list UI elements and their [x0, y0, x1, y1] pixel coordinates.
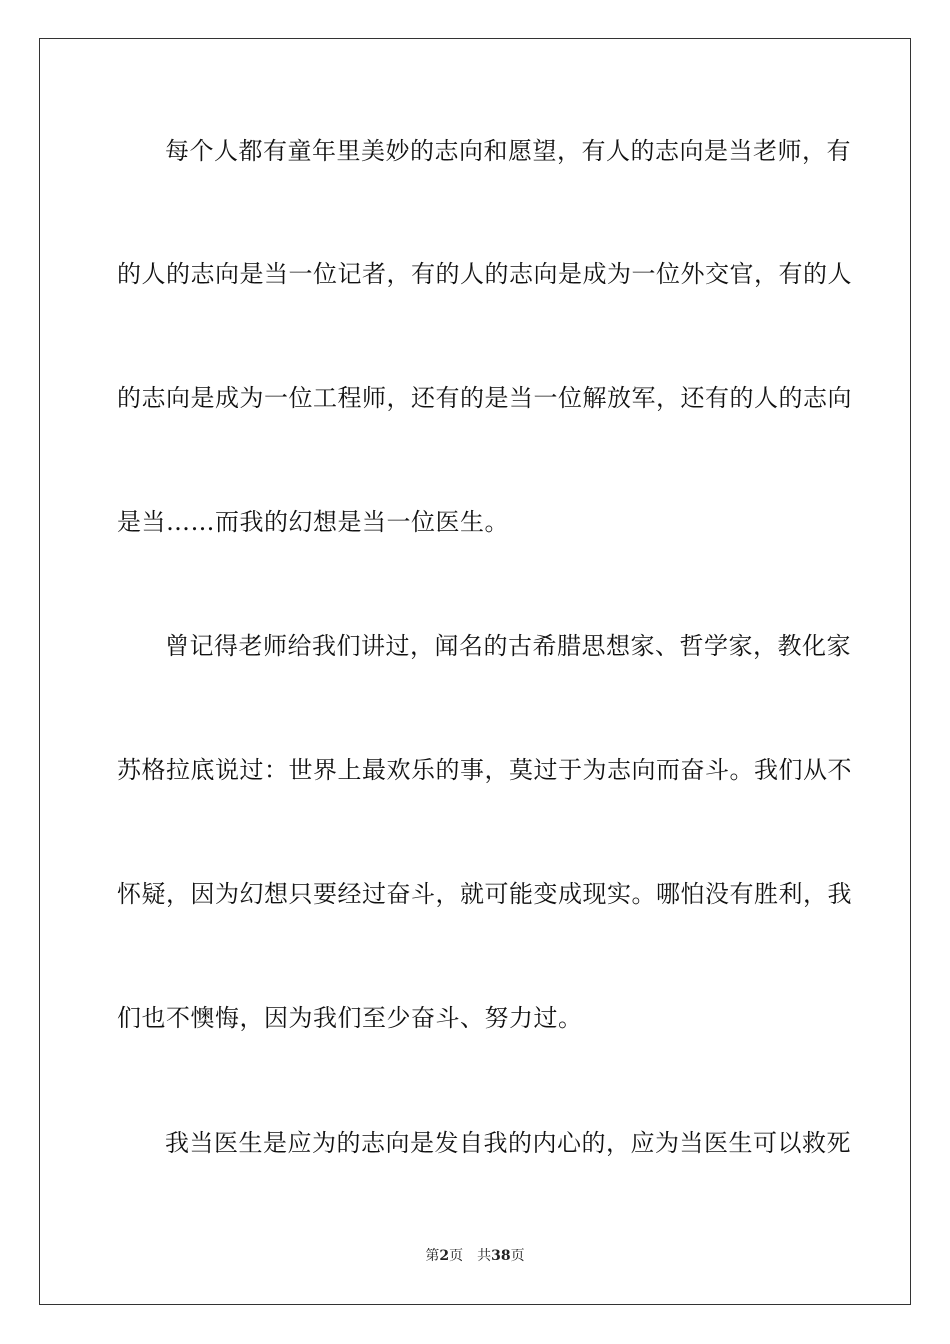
- paragraph-1-line-4: 是当……而我的幻想是当一位医生。: [117, 508, 509, 536]
- total-suffix: 页: [510, 1248, 525, 1264]
- paragraph-1-line-1: 每个人都有童年里美妙的志向和愿望，有人的志向是当老师，有: [165, 137, 851, 165]
- paragraph-2-line-4: 们也不懊悔，因为我们至少奋斗、努力过。: [117, 1004, 583, 1032]
- page-prefix: 第: [425, 1248, 440, 1264]
- page-suffix: 页: [449, 1248, 464, 1264]
- paragraph-1-line-2: 的人的志向是当一位记者，有的人的志向是成为一位外交官，有的人: [117, 260, 852, 288]
- page-border: [39, 38, 911, 1305]
- page-number: 2: [439, 1248, 450, 1264]
- page-footer: [0, 1247, 950, 1265]
- paragraph-2-line-3: 怀疑，因为幻想只要经过奋斗，就可能变成现实。哪怕没有胜利，我: [117, 880, 852, 908]
- paragraph-2-line-1: 曾记得老师给我们讲过，闻名的古希腊思想家、哲学家，教化家: [165, 632, 851, 660]
- paragraph-3-line-1: 我当医生是应为的志向是发自我的内心的，应为当医生可以救死: [165, 1129, 851, 1157]
- paragraph-2-line-2: 苏格拉底说过：世界上最欢乐的事，莫过于为志向而奋斗。我们从不: [117, 756, 852, 784]
- total-pages: 38: [491, 1248, 511, 1264]
- total-prefix: 共: [477, 1248, 492, 1264]
- paragraph-1-line-3: 的志向是成为一位工程师，还有的是当一位解放军，还有的人的志向: [117, 384, 852, 412]
